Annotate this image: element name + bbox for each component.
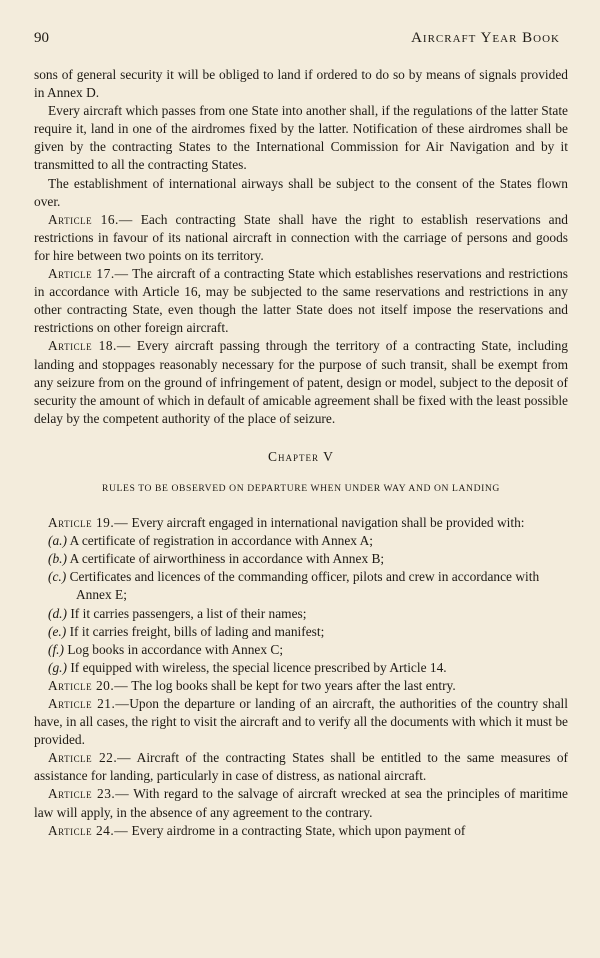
article-label: Article 19.— [48,515,129,531]
list-item [34,623,568,641]
list-item-label: (e.) [48,623,67,639]
article-label: Article 22.— [48,750,132,766]
chapter-title: Chapter V [268,448,334,464]
article-label: Article 16.— [48,211,133,227]
list-item-label: (f.) [48,641,64,657]
article-label: Article 21.— [48,696,130,711]
list-item-label: (d.) [48,605,67,621]
article-label: Article 17.— [48,266,129,282]
article-label: Article 23.— [48,786,130,802]
article-21 [34,695,568,749]
page-body [34,66,568,840]
article-19 [34,514,568,532]
paragraph: The establishment of international airways shall be subject to the consent of the States flown over. [34,175,568,209]
list-item [34,641,568,659]
list-item-text: Certificates and licences of the commanding officer, pilots and crew in accordance with Annex E; [69,569,540,603]
article-text: Each contracting State shall have the right to establish reservations and restrictions in favour of its national aircraft in connection with the carriage of persons and goods for hire between two points on its territory. [34,211,568,263]
list-item-label: (g.) [48,659,67,675]
page-header [34,30,568,52]
article-text: The aircraft of a contracting State which establishes reservations and restrictions in accordance with Article 16, may be subjected to the same reservations and restrictions in any other contracting State, even though the latter State does not itself impose the reservations and restrictions on other foreign aircraft. [34,266,568,336]
chapter-subtitle: RULES TO BE OBSERVED ON DEPARTURE WHEN UNDER WAY AND ON LANDING [102,482,500,494]
paragraph: Every aircraft which passes from one State into another shall, if the regulations of the latter State require it, land in one of the airdromes fixed by the latter. Notification of these airdromes shall be given by the contracting States to the International Commission for Air Navigation and by it transmitted to all the contracting States. [34,103,568,173]
article-label: Article 20.— [48,677,129,693]
list-item [34,550,568,568]
article-20 [34,677,568,695]
list-item-text: If equipped with wireless, the special licence prescribed by Article 14. [70,659,447,675]
list-item [34,532,568,550]
article-16 [34,211,568,265]
list-item [34,605,568,623]
list-item [34,568,568,604]
article-text: Upon the departure or landing of an aircraft, the authorities of the country shall have, in all cases, the right to visit the aircraft and to verify all the documents with which it must be provided. [34,696,568,748]
article-17 [34,265,568,337]
article-text: The log books shall be kept for two years after the last entry. [128,677,456,693]
list-item-text: If it carries freight, bills of lading and manifest; [69,623,325,639]
article-text: Every airdrome in a contracting State, which upon payment of [128,822,466,838]
article-text: Every aircraft passing through the territory of a contracting State, including landing and stoppages reasonably necessary for the purpose of such transit, shall be exempt from any seizure from on the ground of infringement of patent, design or model, subject to the deposit of security the amount of which in default of amicable agreement shall be fixed with the least possible delay by the competent authority of the place of seizure. [34,338,568,426]
list-item [34,659,568,677]
list-item-text: Log books in accordance with Annex C; [67,641,284,657]
list-item-label: (a.) [48,533,67,549]
article-18 [34,337,568,427]
article-text: Aircraft of the contracting States shall be entitled to the same measures of assistance for landing, particularly in case of distress, as national aircraft. [34,750,568,784]
article-22 [34,749,568,785]
article-text: With regard to the salvage of aircraft wrecked at sea the principles of maritime law will apply, in the absence of any agreement to the contrary. [34,786,568,820]
article-23 [34,785,568,821]
article-label: Article 18.— [48,338,131,354]
list-item-label: (b.) [48,551,67,567]
running-head: Aircraft Year Book [411,30,560,46]
list-item-text: A certificate of registration in accordance with Annex A; [69,533,373,549]
article-24 [34,822,568,840]
list-item-text: If it carries passengers, a list of their names; [70,605,307,621]
page-number: 90 [34,30,49,46]
list-item-label: (c.) [48,569,67,585]
article-text: Every aircraft engaged in international navigation shall be provided with: [128,515,525,531]
article-label: Article 24.— [48,822,129,838]
paragraph: sons of general security it will be obliged to land if ordered to do so by means of signals provided in Annex D. [34,67,568,101]
list-item-text: A certificate of airworthiness in accordance with Annex B; [69,551,385,567]
